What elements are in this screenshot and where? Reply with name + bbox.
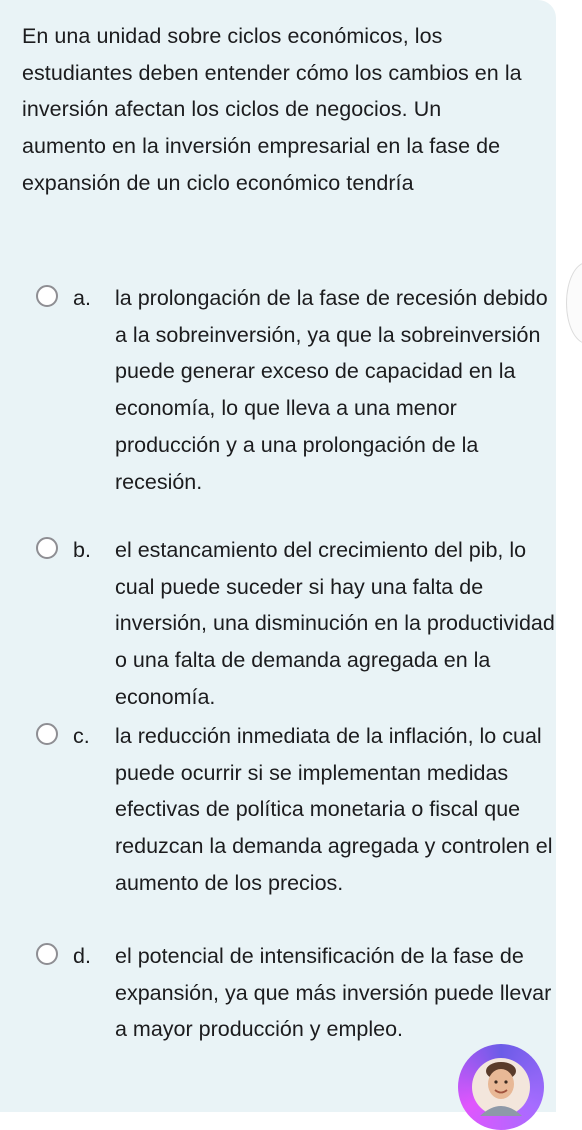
adjacent-card-edge — [566, 262, 582, 344]
option-letter: a. — [73, 286, 91, 310]
option-text: el potencial de intensificación de la fase de expansión, ya que más inversión puede llevar a mayor producción y empleo. — [115, 944, 552, 1042]
person-icon — [472, 1058, 530, 1116]
radio-unselected-icon[interactable] — [36, 943, 58, 965]
avatar-face-background — [472, 1058, 530, 1116]
option-text: el estancamiento del crecimiento del pib, lo cual puede suceder si hay una falta de inversión, una disminución en la productividad o una falta de demanda agregada en la economía. — [115, 538, 555, 709]
radio-unselected-icon[interactable] — [36, 537, 58, 559]
radio-unselected-icon[interactable] — [36, 285, 58, 307]
option-letter: c. — [73, 724, 90, 748]
option-text: la prolongación de la fase de recesión debido a la sobreinversión, ya que la sobreinversión puede generar exceso de capacidad en la economía, lo que lleva a una menor producción y a una prolongación de la recesión. — [115, 286, 548, 494]
option-text: la reducción inmediata de la inflación, lo cual puede ocurrir si se implementan medidas efectivas de política monetaria o fiscal que reduzcan la demanda agregada y controlen el aumento de los precios. — [115, 724, 553, 895]
option-letter: b. — [73, 538, 91, 562]
radio-unselected-icon[interactable] — [36, 723, 58, 745]
question-text: En una unidad sobre ciclos económicos, los estudiantes deben entender cómo los cambios en la inversión afectan los ciclos de negocios. Un aumento en la inversión empresarial en la fase de expansión de un ciclo económico tendría — [22, 24, 522, 195]
option-letter: d. — [73, 944, 91, 968]
assistant-avatar-icon[interactable] — [458, 1044, 544, 1130]
